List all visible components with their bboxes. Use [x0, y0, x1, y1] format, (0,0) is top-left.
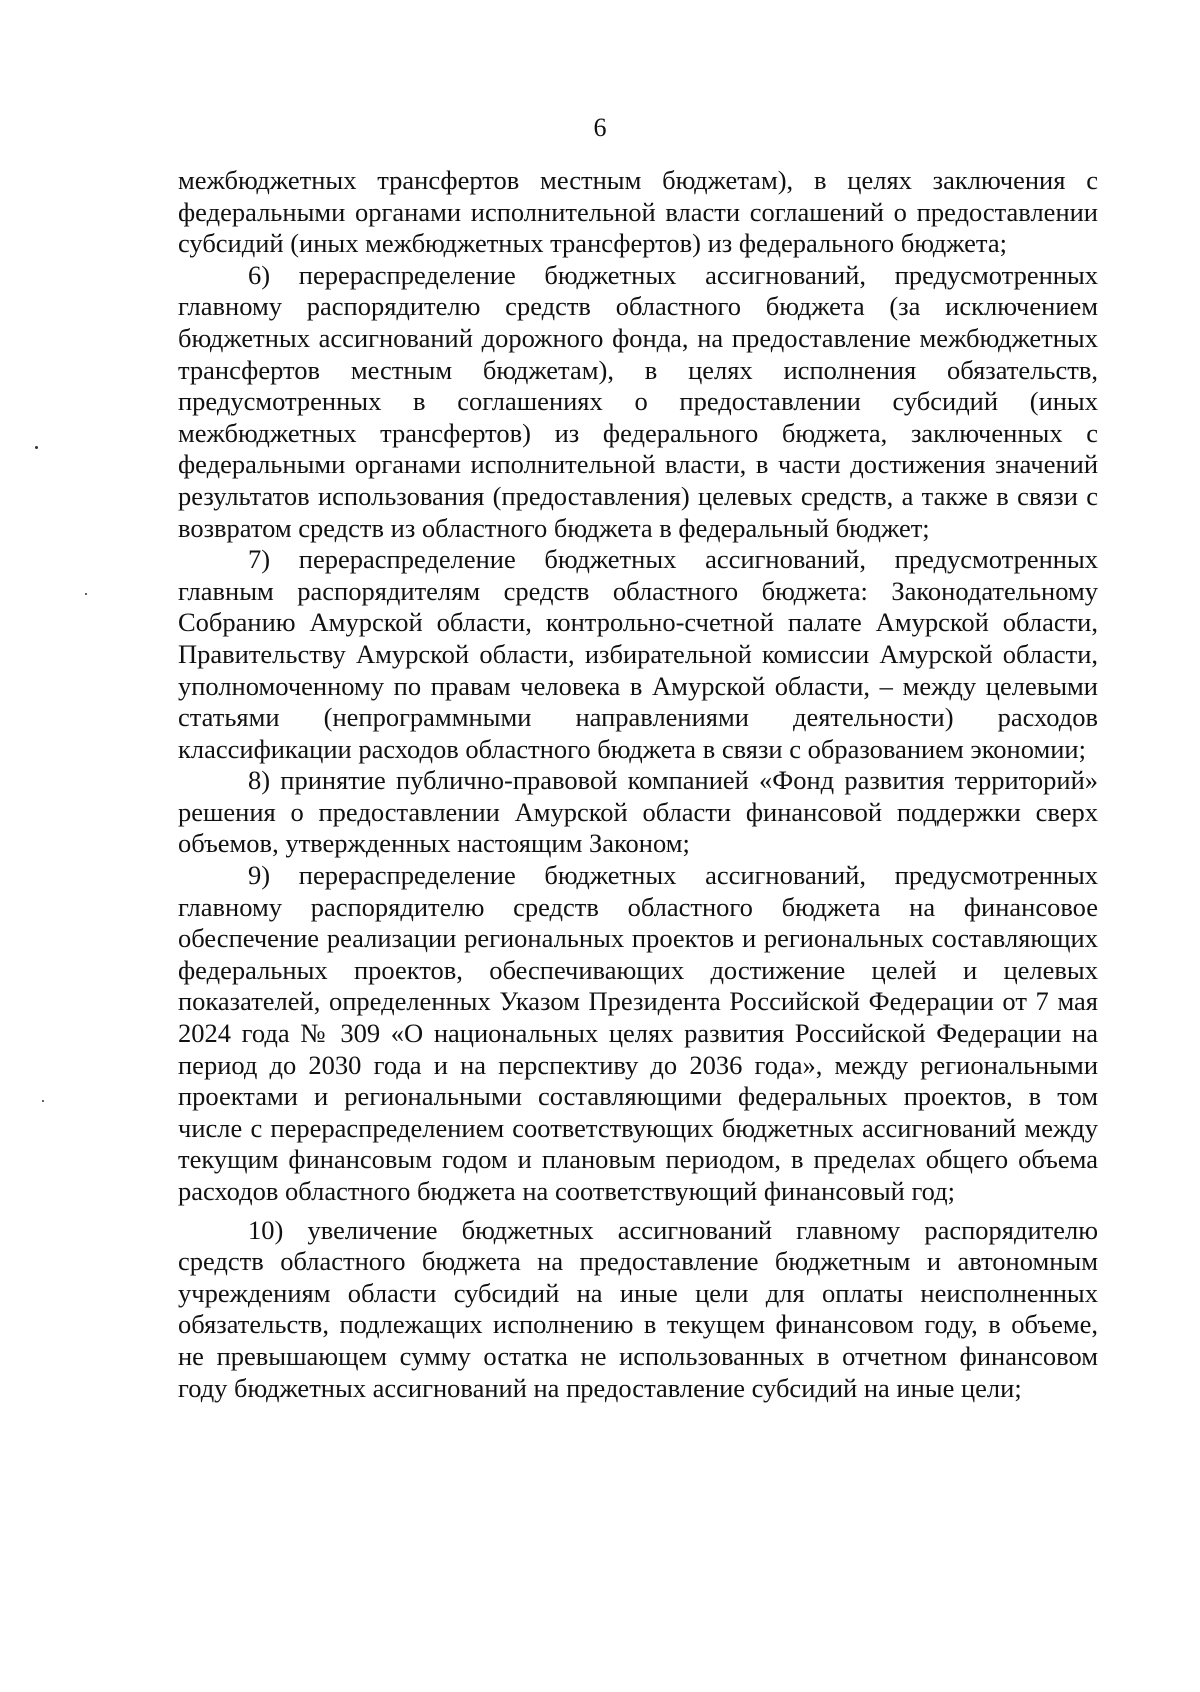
paragraph-item-6: 6) перераспределение бюджетных ассигнований, предусмотренных главному распорядителю средств областного бюджета (за исключением бюджетных ассигнований дорожного фонда, на предоставление межбюджетных трансфертов местным бюджетам), в целях исполнения обязательств, предусмотренных в соглашениях о предоставлении субсидий (иных межбюджетных трансфертов) из федерального бюджета, заключенных с федеральными органами исполнительной власти, в части достижения значений результатов использования (предоставления) целевых средств, а также в связи с возвратом средств из областного бюджета в федеральный бюджет; [178, 259, 1098, 543]
paragraph-item-8: 8) принятие публично-правовой компанией «Фонд развития территорий» решения о предоставлении Амурской области финансовой поддержки сверх объемов, утвержденных настоящим Законом; [178, 765, 1098, 859]
scan-speck [85, 593, 87, 595]
paragraph-item-9: 9) перераспределение бюджетных ассигнований, предусмотренных главному распорядителю средств областного бюджета на финансовое обеспечение реализации региональных проектов и региональных составляющих федеральных проектов, обеспечивающих достижение целей и целевых показателей, определенных Указом Президента Российской Федерации от 7 мая 2024 года № 309 «О национальных целях развития Российской Федерации на период до 2030 года и на перспективу до 2036 года», между региональными проектами и региональными составляющими федеральных проектов, в том числе с перераспределением соответствующих бюджетных ассигнований между текущим финансовым годом и плановым периодом, в пределах общего объема расходов областного бюджета на соответствующий финансовый год; [178, 860, 1098, 1206]
scan-speck [42, 1100, 44, 1102]
page-number: 6 [593, 113, 607, 142]
document-body [178, 165, 1098, 1404]
paragraph-continuation: межбюджетных трансфертов местным бюджетам), в целях заключения с федеральными органами исполнительной власти соглашений о предоставлении субсидий (иных межбюджетных трансфертов) из федерального бюджета; [178, 165, 1098, 259]
scan-speck [35, 446, 38, 449]
paragraph-item-7: 7) перераспределение бюджетных ассигнований, предусмотренных главным распорядителям средств областного бюджета: Законодательному Собранию Амурской области, контрольно-счетной палате Амурской области, Правительству Амурской области, избирательной комиссии Амурской области, уполномоченному по правам человека в Амурской области, – между целевыми статьями (непрограммными направлениями деятельности) расходов классификации расходов областного бюджета в связи с образованием экономии; [178, 544, 1098, 764]
paragraph-item-10: 10) увеличение бюджетных ассигнований главному распорядителю средств областного бюджета на предоставление бюджетным и автономным учреждениям области субсидий на иные цели для оплаты неисполненных обязательств, подлежащих исполнению в текущем финансовом году, в объеме, не превышающем сумму остатка не использованных в отчетном финансовом году бюджетных ассигнований на предоставление субсидий на иные цели; [178, 1214, 1098, 1403]
